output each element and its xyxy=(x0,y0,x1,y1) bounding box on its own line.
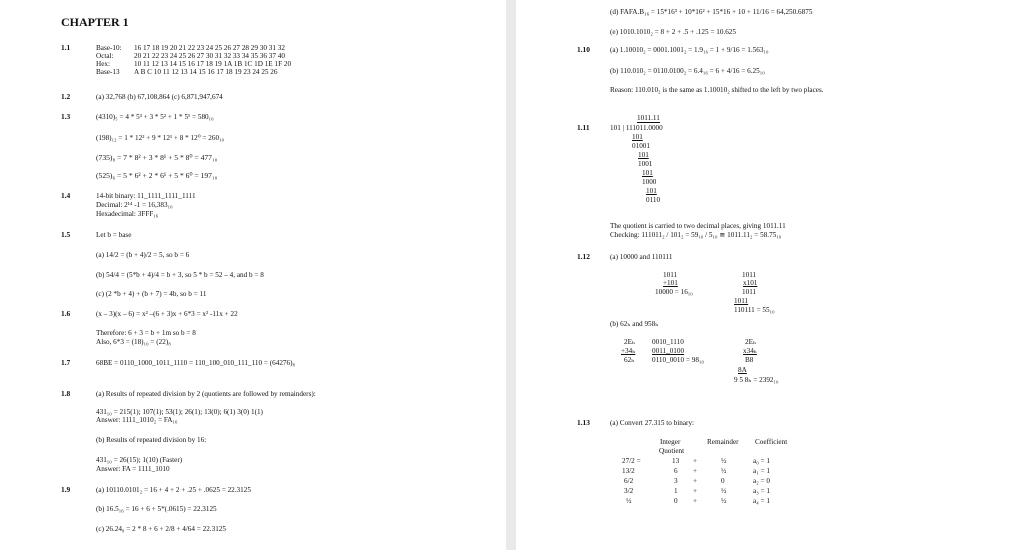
add-result: 10000 = 16₁₀ xyxy=(655,288,693,296)
problem-number: 1.3 xyxy=(61,112,71,121)
hex-mul-line: x34ₕ xyxy=(743,347,757,355)
table-cell: + xyxy=(693,467,698,475)
table-cell: a₄ = 1 xyxy=(753,497,770,505)
hex-add-line: 62ₕ xyxy=(624,356,635,364)
left-page xyxy=(0,0,506,550)
base-row-label: Hex: xyxy=(96,60,110,68)
base-row-values: 20 21 22 23 24 25 26 27 30 31 32 33 34 35 36 37 40 xyxy=(134,52,285,60)
problem-number: 1.10 xyxy=(577,45,590,54)
text-line: (b) 16.5₁₆ = 16 + 6 + 5*(.0615) = 22.3125 xyxy=(96,505,217,513)
text-line: (d) FAFA.B₁₆ = 15*16³ + 10*16² + 15*16 + 10 + 11/16 = 64,250.6875 xyxy=(610,8,813,16)
text-line: 14-bit binary: 11_1111_1111_1111 xyxy=(96,192,196,200)
add-operand: +101 xyxy=(663,279,678,287)
table-cell: 0 xyxy=(674,497,678,505)
column-header: Integer xyxy=(660,438,681,446)
division-step: 101 xyxy=(646,187,657,195)
table-cell: 6/2 xyxy=(624,477,634,485)
text-line: (c) 26.24₈ = 2 * 8 + 6 + 2/8 + 4/64 = 22.3125 xyxy=(96,525,226,533)
mul-operand: 1011 xyxy=(742,271,757,279)
table-cell: a₂ = 0 xyxy=(753,477,770,485)
mul-result: 110111 = 55₁₀ xyxy=(734,306,775,314)
equation-line: (735)₈ = 7 * 8² + 3 * 8¹ + 5 * 8⁰ = 477₁₀ xyxy=(96,153,218,162)
text-line: (a) 10110.0101₂ = 16 + 4 + 2 + .25 + .0625 = 22.3125 xyxy=(96,486,251,494)
problem-number: 1.5 xyxy=(61,230,71,239)
base-row-values: A B C 10 11 12 13 14 15 16 17 18 19 23 24 25 26 xyxy=(134,68,278,76)
text-line: (a) 14/2 = (b + 4)/2 = 5, so b = 6 xyxy=(96,251,190,259)
equation-line: (525)₆ = 5 * 6² + 2 * 6¹ + 5 * 6⁰ = 197₁₀ xyxy=(96,171,218,180)
table-cell: 0 xyxy=(721,477,725,485)
add-operand: 1011 xyxy=(663,271,678,279)
mul-partial: 1011 xyxy=(742,288,757,296)
problem-number: 1.12 xyxy=(577,252,590,261)
division-step: 1000 xyxy=(642,178,657,186)
text-line: The quotient is carried to two decimal places, giving 1011.11 xyxy=(610,222,786,230)
quotient: 1011.11 xyxy=(637,114,660,122)
table-cell: ½ xyxy=(721,497,727,505)
text-line: (a) 1.10010₂ = 0001.1001₂ = 1.9₁₆ = 1 + 9/16 = 1.563₁₀ xyxy=(610,46,769,54)
mul-operand: x101 xyxy=(743,279,758,287)
problem-number: 1.8 xyxy=(61,389,71,398)
division-step: 101 xyxy=(642,169,653,177)
text-line: (a) 10000 and 110111 xyxy=(610,253,673,261)
table-cell: a₀ = 1 xyxy=(753,457,770,465)
text-line: 68BE = 0110_1000_1011_1110 = 110_100_010_111_110 = (64276)₈ xyxy=(96,359,296,367)
hex-mul-line: 8A xyxy=(738,366,747,374)
hex-mul-line: 2Eₕ xyxy=(745,338,757,346)
problem-number: 1.11 xyxy=(577,123,590,132)
hex-add-line: 0110_0010 = 98₁₀ xyxy=(652,356,704,364)
base-row-label: Base-13 xyxy=(96,68,120,76)
right-page xyxy=(516,0,1024,550)
problem-number: 1.4 xyxy=(61,191,71,200)
text-line: (x – 3)(x – 6) = x² –(6 + 3)x + 6*3 = x² -11x + 22 xyxy=(96,310,238,318)
hex-mul-line: B8 xyxy=(745,356,754,364)
division-step: 0110 xyxy=(646,196,661,204)
text-line: Decimal: 2¹⁴ -1 = 16,383₁₀ xyxy=(96,201,173,209)
problem-number: 1.13 xyxy=(577,418,590,427)
chapter-title: CHAPTER 1 xyxy=(61,15,129,29)
text-line: (b) 62ₕ and 958ₕ xyxy=(610,320,659,328)
text-line: Therefore: 6 + 3 = b + 1m so b = 8 xyxy=(96,329,196,337)
base-row-values: 16 17 18 19 20 21 22 23 24 25 26 27 28 29 30 31 32 xyxy=(134,44,285,52)
text-line: Answer: FA = 1111_1010 xyxy=(96,465,170,473)
text-line: Hexadecimal: 3FFF₁₆ xyxy=(96,210,159,218)
table-cell: a₁ = 1 xyxy=(753,467,770,475)
table-cell: + xyxy=(693,497,698,505)
text-line: (b) 110.010₂ = 0110.0100₂ = 6.4₁₆ = 6 + 4/16 = 6.25₁₀ xyxy=(610,67,765,75)
problem-number: 1.1 xyxy=(61,43,71,52)
division-step: 01001 xyxy=(632,142,650,150)
problem-number: 1.2 xyxy=(61,92,71,101)
table-cell: + xyxy=(693,477,698,485)
text-line: 431₁₀ = 215(1); 107(1); 53(1); 26(1); 13(0); 6(1) 3(0) 1(1) xyxy=(96,408,263,416)
problem-number: 1.6 xyxy=(61,309,71,318)
column-header: Remainder xyxy=(707,438,739,446)
text-line: 431₁₀ = 26(15); 1(10) (Faster) xyxy=(96,456,183,464)
text-line: (b) Results of repeated division by 16: xyxy=(96,436,207,444)
dividend-line: 101 | 111011.0000 xyxy=(610,124,663,132)
table-cell: ½ xyxy=(721,487,727,495)
hex-add-line: 0010_1110 xyxy=(652,338,684,346)
text-line: Reason: 110.010₂ is the same as 1.10010₂ shifted to the left by two places. xyxy=(610,86,824,94)
text-line: (a) Convert 27.315 to binary: xyxy=(610,419,695,427)
hex-add-line: 0011_0100 xyxy=(652,347,685,355)
hex-add-line: 2Eₕ xyxy=(624,338,636,346)
table-cell: a₃ = 1 xyxy=(753,487,770,495)
text-line: (e) 1010.1010₂ = 8 + 2 + .5 + .125 = 10.625 xyxy=(610,28,736,36)
table-cell: ½ xyxy=(626,497,632,505)
text-line: (c) (2 *b + 4) + (b + 7) = 4b, so b = 11 xyxy=(96,290,207,298)
division-step: 101 xyxy=(638,151,649,159)
division-step: 1001 xyxy=(638,160,653,168)
table-cell: 13/2 xyxy=(622,467,635,475)
mul-partial: 1011 xyxy=(734,297,749,305)
column-header: Quotient xyxy=(659,447,685,455)
table-cell: ½ xyxy=(721,457,727,465)
base-row-values: 10 11 12 13 14 15 16 17 18 19 1A 1B 1C 1D 1E 1F 20 xyxy=(134,60,292,68)
base-row-label: Base-10: xyxy=(96,44,122,52)
text-line: Checking: 111011₂ / 101₂ = 59₁₀ / 5₁₀ ≅ 1011.11₂ = 58.75₁₀ xyxy=(610,231,782,239)
text-line: Also, 6*3 = (18)₁₀ = (22)₈ xyxy=(96,338,171,346)
table-cell: 1 xyxy=(674,487,678,495)
table-cell: ½ xyxy=(721,467,727,475)
hex-mul-result: 9 5 8ₕ = 2392₁₀ xyxy=(734,376,779,384)
text-line: (b) 54/4 = (5*b + 4)/4 = b + 3, so 5 * b = 52 – 4, and b = 8 xyxy=(96,271,264,279)
table-cell: 13 xyxy=(672,457,680,465)
table-cell: 6 xyxy=(674,467,678,475)
equation-line: (4310)₅ = 4 * 5³ + 3 * 5² + 1 * 5¹ = 580₁₀ xyxy=(96,113,214,121)
problem-number: 1.9 xyxy=(61,485,71,494)
table-cell: + xyxy=(693,457,698,465)
text-line: (a) Results of repeated division by 2 (quotients are followed by remainders): xyxy=(96,390,316,398)
text-line: Answer: 1111_1010₂ = FA₁₆ xyxy=(96,416,178,424)
hex-add-line: +34ₕ xyxy=(621,347,636,355)
base-row-label: Octal: xyxy=(96,52,114,60)
text-line: Let b = base xyxy=(96,231,132,239)
table-cell: 27/2 = xyxy=(622,457,641,465)
table-cell: + xyxy=(693,487,698,495)
problem-text: (a) 32,768 (b) 67,108,864 (c) 6,871,947,674 xyxy=(96,93,223,101)
table-cell: 3 xyxy=(674,477,678,485)
division-step: 101 xyxy=(632,133,643,141)
column-header: Coefficient xyxy=(755,438,788,446)
table-cell: 3/2 xyxy=(624,487,634,495)
problem-number: 1.7 xyxy=(61,358,71,367)
equation-line: (198)₁₂ = 1 * 12² + 9 * 12¹ + 8 * 12⁰ = 260₁₀ xyxy=(96,134,225,142)
